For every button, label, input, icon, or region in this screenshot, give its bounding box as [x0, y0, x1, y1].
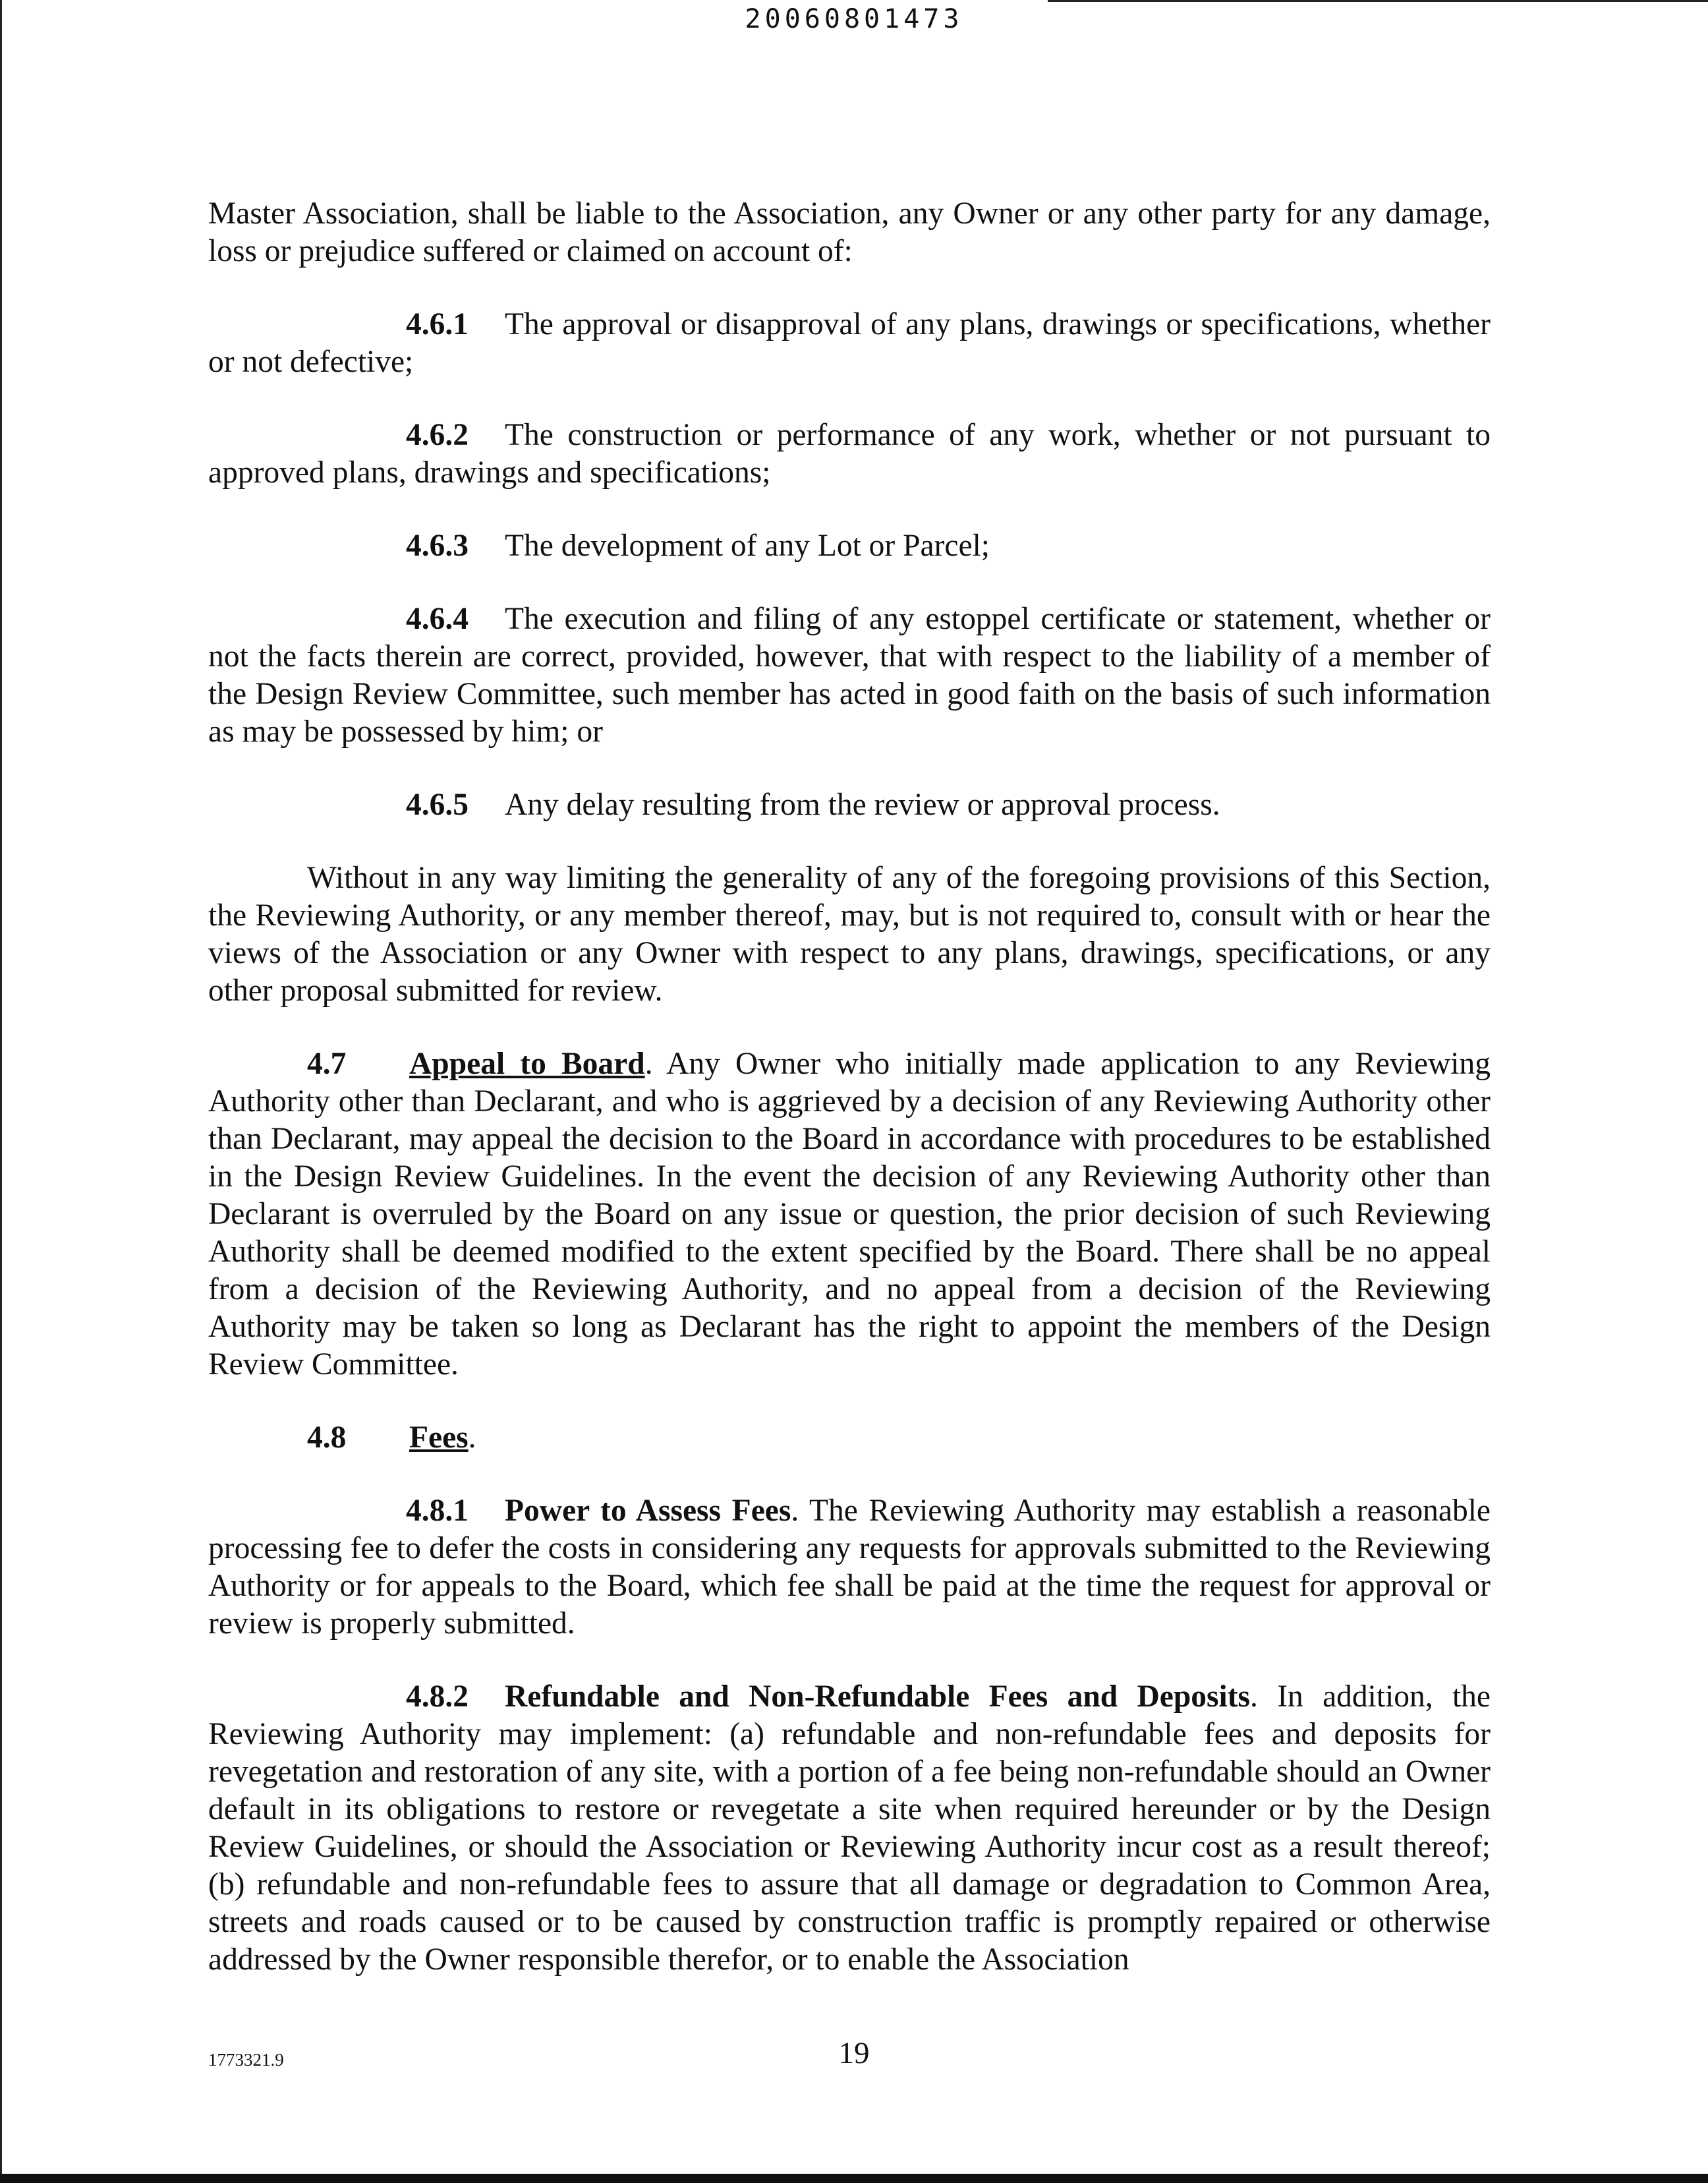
section-heading: Refundable and Non-Refundable Fees and Deposits: [505, 1679, 1251, 1714]
section-suffix: .: [468, 1420, 476, 1455]
section-number: 4.6.2: [406, 418, 469, 452]
section-number: 4.6.3: [406, 529, 469, 563]
page-number: 19: [838, 2036, 870, 2070]
section-number: 4.6.4: [406, 602, 469, 636]
scan-border-left: [0, 0, 2, 2183]
section-heading: Power to Assess Fees: [505, 1494, 791, 1528]
section-4-6-1: [208, 306, 1491, 381]
section-number: 4.6.5: [406, 788, 469, 822]
section-number: 4.8.1: [406, 1494, 469, 1528]
section-4-7: [208, 1045, 1491, 1383]
section-text: The execution and filing of any estoppel certificate or statement, whether or not the facts therein are correct, provided, however, that with respect to the liability of a member of the Design Review Committee, such member has acted in good faith on the basis of such information as may be possessed by him; or: [208, 602, 1491, 749]
document-body: [208, 195, 1491, 2014]
section-text: Any delay resulting from the review or approval process.: [505, 788, 1220, 822]
intro-paragraph: Master Association, shall be liable to the Association, any Owner or any other party for any damage, loss or prejudice suffered or claimed on account of:: [208, 196, 1491, 268]
section-4-6-5: [208, 786, 1491, 824]
section-4-8-1: [208, 1492, 1491, 1643]
scan-border-bottom: [0, 2174, 1708, 2183]
footer-document-id: 1773321.9: [208, 2050, 284, 2070]
section-heading: Appeal to Board: [409, 1047, 645, 1081]
without-limiting-paragraph: Without in any way limiting the generality of any of the foregoing provisions of this Section, the Reviewing Authority, or any member thereof, may, but is not required to, consult with or hear the views of the Association or any Owner with respect to any plans, drawings, specifications, or any other proposal submitted for review.: [208, 861, 1491, 1008]
recording-number-stamp: 20060801473: [745, 4, 963, 34]
section-number: 4.6.1: [406, 307, 469, 341]
section-4-8-2: [208, 1678, 1491, 1979]
section-text: . Any Owner who initially made application to any Reviewing Authority other than Declarant, and who is aggrieved by a decision of any Reviewing Authority other than Declarant, may appeal the decision to the Board in accordance with procedures to be established in the Design Review Guidelines. In the event the decision of any Reviewing Authority other than Declarant is overruled by the Board on any issue or question, the prior decision of such Reviewing Authority shall be deemed modified to the extent specified by the Board. There shall be no appeal from a decision of the Reviewing Authority, and no appeal from a decision of the Reviewing Authority may be taken so long as Declarant has the right to appoint the members of the Design Review Committee.: [208, 1047, 1491, 1382]
section-4-6-3: [208, 527, 1491, 565]
section-4-8: [208, 1419, 1491, 1457]
section-text: The approval or disapproval of any plans, drawings or specifications, whether or not defective;: [208, 307, 1491, 379]
section-text: . In addition, the Reviewing Authority may implement: (a) refundable and non-refundable fees and deposits for revegetation and restoration of any site, with a portion of a fee being non-refundable should an Owner default in its obligations to restore or revegetate a site when required hereunder or by the Design Review Guidelines, or should the Association or Reviewing Authority incur cost as a result thereof; (b) refundable and non-refundable fees to assure that all damage or degradation to Common Area, streets and roads caused or to be caused by construction traffic is promptly repaired or otherwise addressed by the Owner responsible therefor, or to enable the Association: [208, 1679, 1491, 1977]
section-number: 4.8.2: [406, 1679, 469, 1714]
section-text: The construction or performance of any work, whether or not pursuant to approved plans, drawings and specifications;: [208, 418, 1491, 490]
scan-border-top: [1048, 0, 1708, 2]
section-number: 4.8: [307, 1420, 347, 1455]
section-number: 4.7: [307, 1047, 347, 1081]
section-text: The development of any Lot or Parcel;: [505, 529, 990, 563]
section-text: . The Reviewing Authority may establish a reasonable processing fee to defer the costs in considering any requests for approvals submitted to the Reviewing Authority or for appeals to the Board, which fee shall be paid at the time the request for approval or review is properly submitted.: [208, 1494, 1491, 1641]
section-4-6-4: [208, 600, 1491, 751]
section-4-6-2: [208, 417, 1491, 492]
section-heading: Fees: [409, 1420, 469, 1455]
